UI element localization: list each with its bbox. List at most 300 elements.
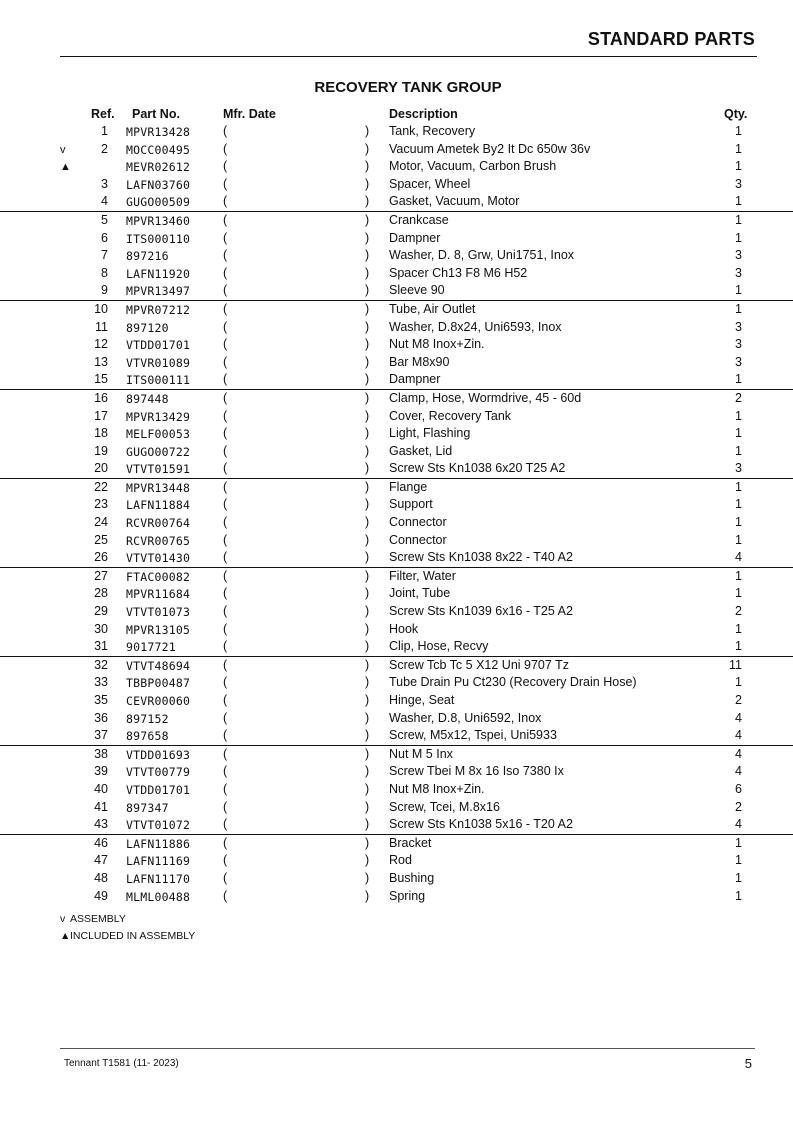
description: Crankcase — [389, 212, 449, 227]
mfr-date-close: ) — [365, 124, 370, 138]
mfr-date-open: ( — [223, 532, 228, 547]
quantity: 1 — [735, 301, 742, 316]
mfr-date-open: ( — [223, 337, 228, 352]
quantity: 4 — [735, 710, 742, 725]
ref-number: 26 — [94, 550, 108, 565]
quantity: 3 — [735, 176, 742, 191]
table-row — [0, 656, 793, 675]
table-row — [0, 300, 793, 319]
ref-number: 43 — [94, 817, 108, 832]
mfr-date-open: ( — [223, 728, 228, 743]
quantity: 1 — [735, 888, 742, 903]
mfr-date-open: ( — [223, 390, 228, 405]
mfr-date-close: ) — [365, 443, 370, 458]
quantity: 1 — [735, 212, 742, 227]
mfr-date-close: ) — [365, 870, 370, 885]
mfr-date-open: ( — [223, 586, 228, 601]
part-number: ITS000110 — [126, 231, 191, 246]
part-number: VTDD01693 — [126, 747, 191, 762]
part-number: 9017721 — [126, 640, 176, 655]
mfr-date-close: ) — [365, 319, 370, 334]
included-symbol: ▲ — [60, 930, 71, 942]
table-row — [0, 282, 793, 300]
table-row — [0, 158, 793, 176]
mfr-date-open: ( — [223, 693, 228, 707]
quantity: 1 — [735, 497, 742, 512]
quantity: 2 — [735, 693, 742, 707]
part-number: MEVR02612 — [126, 160, 191, 175]
quantity: 6 — [735, 781, 742, 796]
part-number: MPVR13429 — [126, 409, 191, 424]
quantity: 3 — [735, 265, 742, 280]
ref-number: 2 — [101, 141, 108, 156]
quantity: 1 — [735, 675, 742, 690]
description: Motor, Vacuum, Carbon Brush — [389, 159, 557, 174]
page-number: 5 — [744, 1056, 752, 1071]
quantity: 3 — [735, 248, 742, 263]
page-header-title: STANDARD PARTS — [587, 29, 755, 49]
table-row — [0, 514, 793, 532]
table-row — [0, 549, 793, 567]
quantity: 4 — [735, 746, 742, 761]
description: Light, Flashing — [389, 426, 471, 441]
mfr-date-open: ( — [223, 781, 228, 796]
mfr-date-close: ) — [365, 337, 370, 352]
description: Clip, Hose, Recvy — [389, 639, 489, 654]
mfr-date-close: ) — [365, 461, 370, 476]
quantity: 1 — [735, 159, 742, 174]
ref-number: 37 — [94, 728, 108, 743]
mfr-date-close: ) — [365, 675, 370, 690]
ref-number: 6 — [101, 230, 108, 245]
table-row — [0, 336, 793, 354]
mfr-date-open: ( — [223, 604, 228, 619]
part-number: LAFN11920 — [126, 266, 191, 281]
table-row — [0, 763, 793, 781]
part-number: TBBP00487 — [126, 676, 191, 691]
description: Bushing — [389, 870, 435, 885]
mfr-date-close: ) — [365, 176, 370, 191]
mfr-date-close: ) — [365, 710, 370, 725]
description: Bar M8x90 — [389, 354, 450, 369]
mfr-date-open: ( — [223, 212, 228, 227]
description: Washer, D.8x24, Uni6593, Inox — [389, 319, 562, 334]
quantity: 1 — [735, 532, 742, 547]
table-row — [0, 265, 793, 283]
description: Rod — [389, 853, 412, 868]
description: Spring — [389, 888, 426, 903]
mfr-date-open: ( — [223, 265, 228, 280]
quantity: 1 — [735, 621, 742, 636]
mfr-date-open: ( — [223, 141, 228, 156]
mfr-date-close: ) — [365, 159, 370, 174]
description: Screw, Tcei, M.8x16 — [389, 799, 500, 814]
part-number: ITS000111 — [126, 373, 191, 388]
ref-number: 40 — [94, 781, 108, 796]
mfr-date-open: ( — [223, 799, 228, 814]
quantity: 1 — [735, 408, 742, 423]
description: Washer, D.8, Uni6592, Inox — [389, 710, 542, 725]
description: Screw Tcb Tc 5 X12 Uni 9707 Tz — [389, 657, 569, 672]
description: Connector — [389, 515, 447, 530]
mfr-date-close: ) — [365, 230, 370, 245]
ref-number: 18 — [94, 426, 108, 441]
ref-number: 33 — [94, 675, 108, 690]
description: Spacer Ch13 F8 M6 H52 — [389, 265, 528, 280]
description: Flange — [389, 479, 428, 494]
table-row — [0, 621, 793, 639]
description: Screw Tbei M 8x 16 Iso 7380 Ix — [389, 764, 564, 779]
description: Support — [389, 497, 433, 512]
quantity: 1 — [735, 283, 742, 298]
assembly-symbol: v — [60, 913, 66, 925]
ref-number: 35 — [94, 693, 108, 707]
table-row — [0, 478, 793, 497]
ref-number: 12 — [94, 337, 108, 352]
table-row — [0, 460, 793, 478]
table-row — [0, 888, 793, 906]
part-number: VTVT01072 — [126, 818, 191, 833]
ref-number: 23 — [94, 497, 108, 512]
quantity: 1 — [735, 426, 742, 441]
description: Screw, M5x12, Tspei, Uni5933 — [389, 728, 557, 743]
table-row — [0, 585, 793, 603]
mfr-date-open: ( — [223, 568, 228, 583]
mfr-date-close: ) — [365, 515, 370, 530]
table-row — [0, 319, 793, 337]
table-row — [0, 247, 793, 265]
table-row — [0, 371, 793, 389]
part-number: LAFN11169 — [126, 854, 191, 869]
mfr-date-close: ) — [365, 550, 370, 565]
description: Hinge, Seat — [389, 693, 455, 707]
part-number: MPVR13497 — [126, 284, 191, 299]
mfr-date-close: ) — [365, 817, 370, 832]
mfr-date-close: ) — [365, 372, 370, 387]
section-title: RECOVERY TANK GROUP — [314, 79, 502, 96]
part-number: RCVR00764 — [126, 516, 191, 531]
description: Hook — [389, 621, 419, 636]
table-row — [0, 781, 793, 799]
mfr-date-close: ) — [365, 853, 370, 868]
footer-document-id: Tennant T1581 (11- 2023) — [64, 1058, 179, 1069]
table-row — [0, 354, 793, 372]
description: Bracket — [389, 835, 432, 850]
ref-number: 22 — [94, 479, 108, 494]
ref-number: 24 — [94, 515, 108, 530]
mfr-date-close: ) — [365, 479, 370, 494]
quantity: 3 — [735, 319, 742, 334]
table-row — [0, 852, 793, 870]
table-row — [0, 230, 793, 248]
part-number: 897658 — [126, 729, 169, 744]
mfr-date-open: ( — [223, 354, 228, 369]
quantity: 1 — [735, 479, 742, 494]
mfr-date-close: ) — [365, 390, 370, 405]
mfr-date-close: ) — [365, 212, 370, 227]
table-row — [0, 193, 793, 211]
part-number: LAFN11886 — [126, 836, 191, 851]
mfr-date-open: ( — [223, 426, 228, 441]
quantity: 1 — [735, 443, 742, 458]
part-number: LAFN03760 — [126, 177, 191, 192]
description: Vacuum Ametek By2 It Dc 650w 36v — [389, 141, 591, 156]
description: Tube, Air Outlet — [389, 301, 476, 316]
column-header-part-no: Part No. — [132, 107, 180, 121]
row-mark: v — [60, 143, 66, 156]
description: Washer, D. 8, Grw, Uni1751, Inox — [389, 248, 575, 263]
ref-number: 41 — [94, 799, 108, 814]
description: Nut M8 Inox+Zin. — [389, 781, 485, 796]
part-number: 897347 — [126, 800, 169, 815]
part-number: VTVT01073 — [126, 605, 191, 620]
quantity: 4 — [735, 764, 742, 779]
description: Tube Drain Pu Ct230 (Recovery Drain Hose) — [389, 675, 637, 690]
quantity: 3 — [735, 461, 742, 476]
ref-number: 8 — [101, 265, 108, 280]
mfr-date-open: ( — [223, 621, 228, 636]
quantity: 1 — [735, 230, 742, 245]
mfr-date-open: ( — [223, 443, 228, 458]
mfr-date-open: ( — [223, 764, 228, 779]
table-row — [0, 834, 793, 853]
quantity: 2 — [735, 799, 742, 814]
ref-number: 4 — [101, 194, 108, 209]
included-label: INCLUDED IN ASSEMBLY — [70, 930, 196, 942]
part-number: MELF00053 — [126, 427, 191, 442]
parts-table — [0, 123, 793, 905]
table-row — [0, 745, 793, 764]
ref-number: 48 — [94, 870, 108, 885]
mfr-date-close: ) — [365, 764, 370, 779]
part-number: GUGO00722 — [126, 444, 191, 459]
mfr-date-open: ( — [223, 817, 228, 832]
header-divider — [60, 56, 757, 57]
ref-number: 10 — [94, 301, 108, 316]
part-number: MPVR13448 — [126, 480, 191, 495]
part-number: VTDD01701 — [126, 782, 191, 797]
ref-number: 15 — [94, 372, 108, 387]
description: Dampner — [389, 230, 441, 245]
quantity: 1 — [735, 372, 742, 387]
description: Cover, Recovery Tank — [389, 408, 512, 423]
part-number: MLML00488 — [126, 889, 191, 904]
table-row — [0, 692, 793, 710]
table-row — [0, 443, 793, 461]
quantity: 1 — [735, 515, 742, 530]
mfr-date-open: ( — [223, 301, 228, 316]
mfr-date-close: ) — [365, 621, 370, 636]
table-row — [0, 816, 793, 834]
ref-number: 49 — [94, 888, 108, 903]
ref-number: 19 — [94, 443, 108, 458]
table-row — [0, 141, 793, 159]
mfr-date-close: ) — [365, 497, 370, 512]
mfr-date-open: ( — [223, 550, 228, 565]
ref-number: 11 — [95, 319, 108, 334]
ref-number: 3 — [101, 176, 108, 191]
mfr-date-close: ) — [365, 639, 370, 654]
part-number: MPVR13105 — [126, 622, 191, 637]
table-row — [0, 532, 793, 550]
table-row — [0, 389, 793, 408]
mfr-date-open: ( — [223, 176, 228, 191]
ref-number: 38 — [94, 746, 108, 761]
table-row — [0, 710, 793, 728]
mfr-date-open: ( — [223, 657, 228, 672]
mfr-date-open: ( — [223, 194, 228, 209]
part-number: VTVT01591 — [126, 462, 191, 477]
part-number: MPVR13460 — [126, 213, 191, 228]
mfr-date-close: ) — [365, 532, 370, 547]
mfr-date-close: ) — [365, 657, 370, 672]
ref-number: 9 — [101, 283, 108, 298]
quantity: 1 — [735, 194, 742, 209]
part-number: 897152 — [126, 711, 169, 726]
mfr-date-open: ( — [223, 639, 228, 654]
description: Filter, Water — [389, 568, 456, 583]
mfr-date-open: ( — [223, 746, 228, 761]
part-number: VTVT00779 — [126, 765, 191, 780]
mfr-date-open: ( — [223, 461, 228, 476]
ref-number: 39 — [94, 764, 108, 779]
quantity: 2 — [735, 390, 742, 405]
quantity: 1 — [735, 870, 742, 885]
mfr-date-close: ) — [365, 604, 370, 619]
ref-number: 17 — [94, 408, 108, 423]
mfr-date-close: ) — [365, 728, 370, 743]
mfr-date-open: ( — [223, 248, 228, 263]
description: Spacer, Wheel — [389, 176, 471, 191]
part-number: LAFN11170 — [126, 871, 191, 886]
table-row — [0, 567, 793, 586]
part-number: VTVT48694 — [126, 658, 191, 673]
mfr-date-open: ( — [223, 497, 228, 512]
description: Clamp, Hose, Wormdrive, 45 - 60d — [389, 390, 582, 405]
part-number: 897120 — [126, 320, 169, 335]
mfr-date-open: ( — [223, 124, 228, 138]
part-number: MOCC00495 — [126, 142, 191, 157]
mfr-date-close: ) — [365, 746, 370, 761]
mfr-date-open: ( — [223, 159, 228, 174]
description: Joint, Tube — [389, 586, 451, 601]
description: Gasket, Vacuum, Motor — [389, 194, 520, 209]
column-header-ref: Ref. — [91, 107, 115, 121]
ref-number: 29 — [94, 604, 108, 619]
part-number: VTDD01701 — [126, 338, 191, 353]
mfr-date-open: ( — [223, 888, 228, 903]
description: Connector — [389, 532, 447, 547]
mfr-date-close: ) — [365, 301, 370, 316]
quantity: 4 — [735, 817, 742, 832]
mfr-date-open: ( — [223, 372, 228, 387]
quantity: 3 — [735, 337, 742, 352]
ref-number: 30 — [94, 621, 108, 636]
table-row — [0, 123, 793, 141]
quantity: 1 — [735, 835, 742, 850]
mfr-date-close: ) — [365, 835, 370, 850]
mfr-date-close: ) — [365, 408, 370, 423]
part-number: MPVR11684 — [126, 587, 191, 602]
ref-number: 36 — [94, 710, 108, 725]
ref-number: 32 — [94, 657, 108, 672]
part-number: 897448 — [126, 391, 169, 406]
description: Screw Sts Kn1038 5x16 - T20 A2 — [389, 817, 573, 832]
table-row — [0, 408, 793, 426]
mfr-date-close: ) — [365, 586, 370, 601]
table-row — [0, 799, 793, 817]
table-header — [0, 107, 793, 123]
part-number: MPVR07212 — [126, 302, 191, 317]
mfr-date-open: ( — [223, 515, 228, 530]
table-row — [0, 425, 793, 443]
quantity: 2 — [735, 604, 742, 619]
table-row — [0, 638, 793, 656]
mfr-date-open: ( — [223, 283, 228, 298]
table-row — [0, 211, 793, 230]
assembly-label: ASSEMBLY — [70, 913, 126, 925]
part-number: 897216 — [126, 249, 169, 264]
column-header-mfr-date: Mfr. Date — [223, 107, 276, 121]
part-number: RCVR00765 — [126, 533, 191, 548]
mfr-date-close: ) — [365, 568, 370, 583]
mfr-date-open: ( — [223, 230, 228, 245]
legend-assembly — [60, 913, 126, 925]
quantity: 1 — [735, 853, 742, 868]
ref-number: 28 — [94, 586, 108, 601]
description: Nut M 5 Inx — [389, 746, 453, 761]
mfr-date-close: ) — [365, 248, 370, 263]
mfr-date-open: ( — [223, 710, 228, 725]
mfr-date-close: ) — [365, 265, 370, 280]
ref-number: 27 — [94, 568, 108, 583]
description: Screw Sts Kn1039 6x16 - T25 A2 — [389, 604, 573, 619]
mfr-date-open: ( — [223, 675, 228, 690]
ref-number: 20 — [94, 461, 108, 476]
table-row — [0, 674, 793, 692]
ref-number: 16 — [94, 390, 108, 405]
mfr-date-close: ) — [365, 781, 370, 796]
mfr-date-close: ) — [365, 141, 370, 156]
ref-number: 31 — [94, 639, 108, 654]
mfr-date-close: ) — [365, 888, 370, 903]
description: Dampner — [389, 372, 441, 387]
quantity: 4 — [735, 550, 742, 565]
part-number: MPVR13428 — [126, 125, 191, 139]
table-row — [0, 870, 793, 888]
column-header-description: Description — [389, 107, 458, 121]
description: Sleeve 90 — [389, 283, 445, 298]
quantity: 1 — [735, 141, 742, 156]
mfr-date-open: ( — [223, 853, 228, 868]
footer-divider — [60, 1048, 755, 1049]
mfr-date-close: ) — [365, 426, 370, 441]
part-number: LAFN11884 — [126, 498, 191, 513]
part-number: VTVT01430 — [126, 551, 191, 566]
mfr-date-open: ( — [223, 870, 228, 885]
quantity: 4 — [735, 728, 742, 743]
mfr-date-close: ) — [365, 354, 370, 369]
mfr-date-open: ( — [223, 479, 228, 494]
part-number: VTVR01089 — [126, 355, 191, 370]
description: Screw Sts Kn1038 6x20 T25 A2 — [389, 461, 566, 476]
row-mark: ▲ — [60, 161, 71, 174]
ref-number: 1 — [101, 124, 108, 138]
mfr-date-close: ) — [365, 693, 370, 707]
column-header-qty: Qty. — [724, 107, 748, 121]
mfr-date-open: ( — [223, 319, 228, 334]
ref-number: 47 — [94, 853, 108, 868]
